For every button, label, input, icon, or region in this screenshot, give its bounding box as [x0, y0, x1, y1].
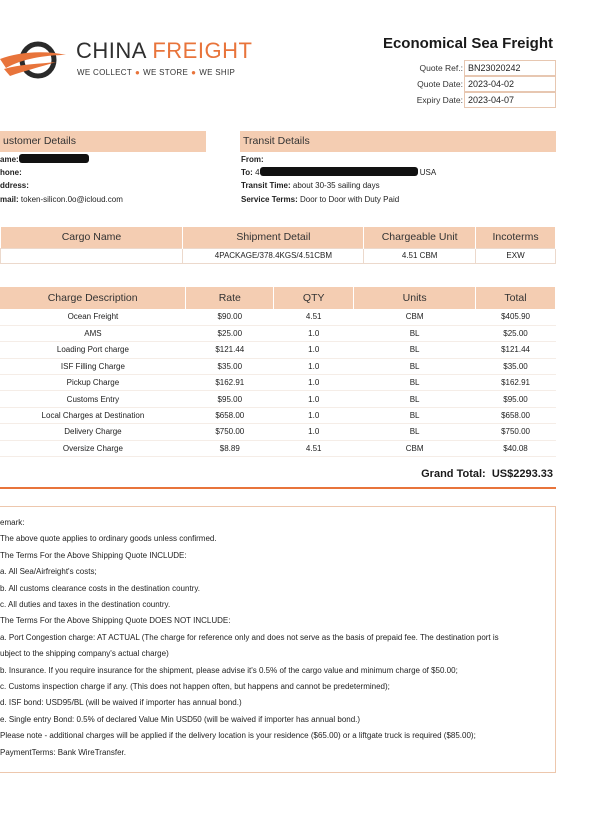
table-row — [0, 424, 556, 440]
units-cell: BL — [409, 427, 420, 437]
quote-ref-label: Quote Ref.: — [419, 63, 463, 73]
qty-cell: 1.0 — [308, 345, 320, 355]
column-header: Chargeable Unit — [364, 227, 476, 248]
table-row — [0, 309, 556, 325]
company-name: CHINA FREIGHT — [76, 38, 253, 63]
remark-line: PaymentTerms: Bank WireTransfer. — [0, 747, 126, 757]
rate-cell: $750.00 — [215, 427, 245, 437]
company-tagline: WE COLLECT ● WE STORE ● WE SHIP — [77, 68, 236, 77]
units-cell: BL — [409, 394, 420, 404]
charges-body — [0, 309, 556, 457]
column-header: Shipment Detail — [183, 227, 364, 248]
charge-description-cell: AMS — [84, 329, 102, 339]
charge-description-cell: Ocean Freight — [67, 312, 119, 322]
total-cell: $658.00 — [501, 411, 530, 421]
remark-line: The above quote applies to ordinary goods unless confirmed. — [0, 534, 217, 544]
units-cell: BL — [409, 378, 420, 388]
table-row — [0, 407, 556, 423]
qty-cell: 1.0 — [308, 427, 320, 437]
remarks-list — [0, 515, 499, 761]
total-cell: $95.00 — [503, 394, 528, 404]
remark-line: c. All duties and taxes in the destination country. — [0, 600, 171, 610]
company-logo — [0, 36, 260, 86]
cargo-header-row — [1, 227, 556, 248]
rate-cell: $35.00 — [217, 361, 243, 371]
customer-details-heading: ustomer Details — [0, 131, 206, 152]
charge-description-cell: Delivery Charge — [64, 427, 122, 437]
charge-description-cell: Oversize Charge — [62, 443, 123, 453]
quote-date-label: Quote Date: — [417, 79, 463, 89]
charges-table — [0, 287, 556, 457]
customer-email-line: mail: token-silicon.0o@icloud.com — [0, 194, 123, 204]
total-cell: $162.91 — [501, 378, 530, 388]
qty-cell: 1.0 — [308, 411, 320, 421]
remark-line: emark: — [0, 518, 25, 527]
remark-line: b. All customs clearance costs in the destination country. — [0, 583, 200, 593]
remarks-box — [0, 506, 556, 773]
column-header: Units — [354, 287, 476, 309]
units-cell: BL — [409, 345, 420, 355]
column-header: Cargo Name — [1, 227, 183, 248]
expiry-date-value: 2023-04-07 — [464, 92, 556, 108]
table-row — [0, 358, 556, 374]
total-cell: $121.44 — [501, 345, 530, 355]
rate-cell: $162.91 — [215, 378, 245, 388]
charge-description-cell: Local Charges at Destination — [41, 411, 145, 421]
remark-line: d. ISF bond: USD95/BL (will be waived if importer has annual bond.) — [0, 698, 242, 708]
column-header: Total — [476, 287, 556, 309]
cargo-name-cell — [1, 248, 183, 263]
column-header: Incoterms — [476, 227, 556, 248]
rate-cell: $95.00 — [217, 394, 243, 404]
remark-line: b. Insurance. If you require insurance for the shipment, please advise it's 0.5% of the cargo value and minimum charge of $50.00; — [0, 665, 458, 675]
qty-cell: 1.0 — [308, 361, 320, 371]
qty-cell: 4.51 — [305, 443, 322, 453]
divider — [0, 487, 556, 489]
total-cell: $750.00 — [501, 427, 530, 437]
rate-cell: $8.89 — [219, 443, 240, 453]
qty-cell: 1.0 — [308, 378, 320, 388]
remark-line: c. Customs inspection charge if any. (This does not happen often, but happens and cannot be predetermined); — [0, 682, 390, 692]
table-row — [0, 440, 556, 456]
column-header: Rate — [186, 287, 274, 309]
customer-details — [0, 153, 123, 206]
customer-phone-line: hone: — [0, 168, 22, 178]
document-title: Economical Sea Freight — [382, 35, 553, 52]
transit-time-line: Transit Time: about 30-35 sailing days — [241, 181, 380, 191]
table-row — [0, 342, 556, 358]
cargo-table — [0, 227, 556, 264]
charge-description-cell: Customs Entry — [66, 394, 120, 404]
remark-line: The Terms For the Above Shipping Quote INCLUDE: — [0, 550, 187, 560]
rate-cell: $90.00 — [217, 312, 243, 322]
expiry-date-label: Expiry Date: — [416, 95, 463, 105]
expiry-date-row — [400, 92, 556, 108]
column-header: Charge Description — [0, 287, 186, 309]
remark-line: The Terms For the Above Shipping Quote DOES NOT INCLUDE: — [0, 616, 231, 626]
quote-date-value: 2023-04-02 — [464, 76, 556, 92]
transit-to-line: To: 4 USA — [241, 168, 437, 178]
table-row — [0, 375, 556, 391]
remark-line: Please note - additional charges will be applied if the delivery location is your residence ($65.00) or a liftgate truck is required ($85.00); — [0, 731, 476, 741]
total-cell: $40.08 — [503, 443, 528, 453]
total-cell: $405.90 — [501, 312, 530, 322]
units-cell: BL — [409, 329, 420, 339]
customer-name-line: ame: — [0, 153, 123, 166]
qty-cell: 1.0 — [308, 329, 320, 339]
redaction-bar — [19, 154, 89, 163]
charge-description-cell: Pickup Charge — [66, 378, 120, 388]
units-cell: BL — [409, 411, 420, 421]
remark-line: ubject to the shipping company's actual charge) — [0, 649, 169, 659]
qty-cell: 4.51 — [305, 312, 322, 322]
transit-from-line: From: — [241, 155, 264, 164]
units-cell: BL — [409, 361, 420, 371]
incoterms-cell: EXW — [476, 248, 556, 263]
units-cell: CBM — [405, 443, 424, 453]
quote-ref-value: BN23020242 — [464, 60, 556, 76]
grand-total-label: Grand Total: — [421, 468, 486, 480]
table-row — [0, 391, 556, 407]
swoosh-icon — [0, 38, 72, 84]
transit-details — [241, 153, 436, 206]
service-terms-line: Service Terms: Door to Door with Duty Paid — [241, 194, 400, 204]
table-row — [1, 248, 556, 263]
total-cell: $35.00 — [503, 361, 528, 371]
shipment-detail-cell: 4PACKAGE/378.4KGS/4.51CBM — [183, 248, 364, 263]
charge-description-cell: ISF Filling Charge — [60, 361, 125, 371]
remark-line: a. All Sea/Airfreight's costs; — [0, 567, 97, 577]
quote-meta — [400, 60, 556, 108]
quote-date-row — [400, 76, 556, 92]
customer-email: token-silicon.0o@icloud.com — [20, 194, 123, 204]
table-row — [0, 325, 556, 341]
rate-cell: $658.00 — [215, 411, 245, 421]
total-cell: $25.00 — [503, 329, 528, 339]
chargeable-unit-cell: 4.51 CBM — [364, 248, 476, 263]
column-header: QTY — [274, 287, 354, 309]
customer-address-line: ddress: — [0, 181, 29, 191]
rate-cell: $121.44 — [215, 345, 245, 355]
grand-total — [421, 468, 553, 480]
quote-ref-row — [400, 60, 556, 76]
units-cell: CBM — [405, 312, 424, 322]
rate-cell: $25.00 — [217, 329, 243, 339]
charge-description-cell: Loading Port charge — [56, 345, 129, 355]
redaction-bar — [260, 167, 418, 176]
transit-details-heading: Transit Details — [240, 131, 556, 152]
charges-header-row — [0, 287, 556, 309]
remark-line: a. Port Congestion charge: AT ACTUAL (The charge for reference only and does not serve as the basis of prepaid fee. The destination port is — [0, 632, 499, 642]
remark-line: e. Single entry Bond: 0.5% of declared Value Min USD50 (will be waived if importer has annual bond.) — [0, 714, 361, 724]
qty-cell: 1.0 — [308, 394, 320, 404]
grand-total-value: US$2293.33 — [491, 468, 553, 480]
